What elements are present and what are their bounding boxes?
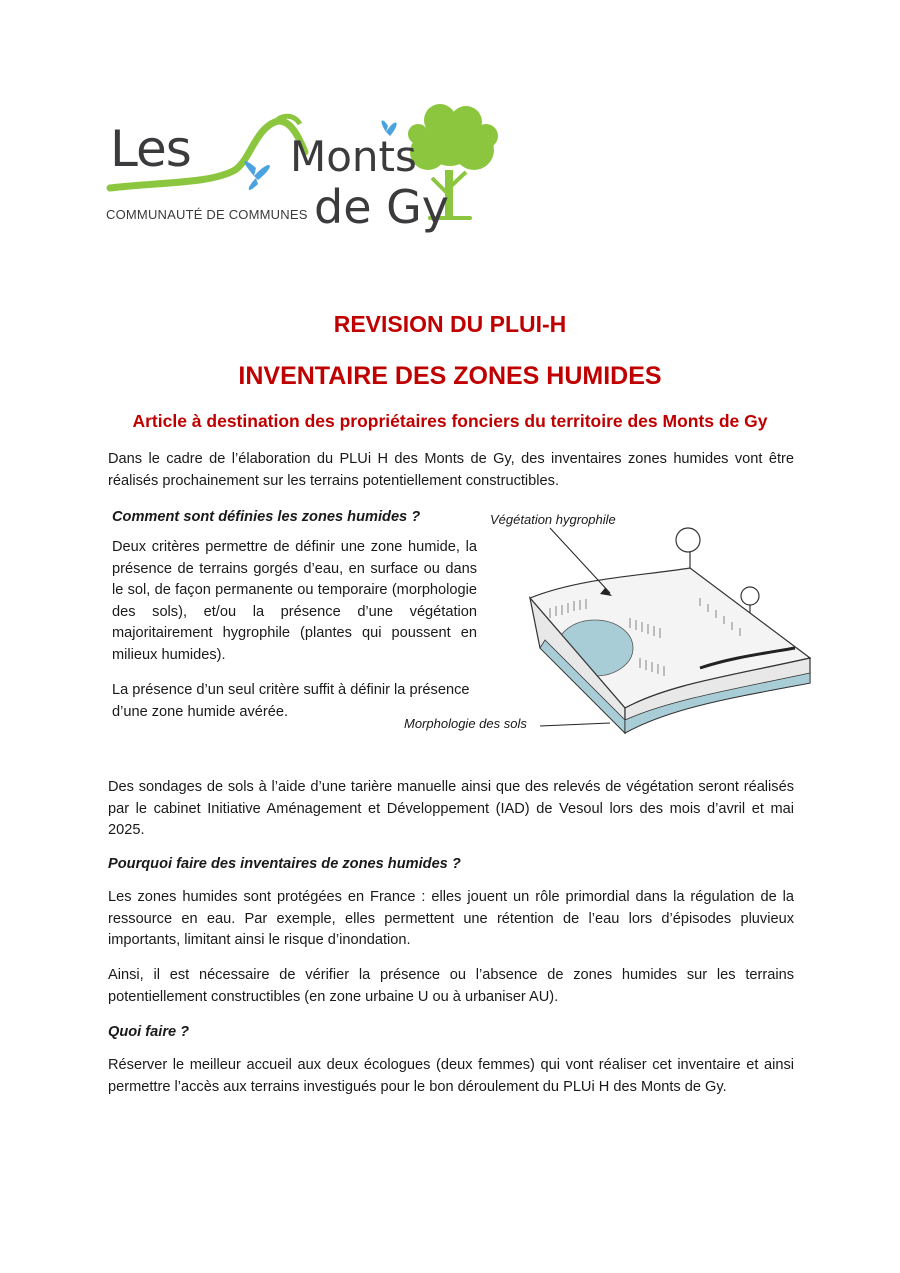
logo <box>100 100 510 240</box>
logo-word-monts: Monts <box>290 132 417 181</box>
logo-subtitle: COMMUNAUTÉ DE COMMUNES <box>106 207 308 222</box>
label-vegetation: Végétation hygrophile <box>490 512 616 527</box>
question-what-to-do: Quoi faire ? <box>108 1024 190 1040</box>
heading-line2: INVENTAIRE DES ZONES HUMIDES <box>238 362 662 390</box>
soil-block-illustration <box>400 508 820 748</box>
label-morphology: Morphologie des sols <box>404 716 527 731</box>
logo-word-les: Les <box>110 120 191 178</box>
verification-paragraph: Ainsi, il est nécessaire de vérifier la présence ou l’absence de zones humides sur les terrains potentiellement constructibles (en zone urbaine U ou à urbaniser AU). <box>108 967 794 1005</box>
question-definition: Comment sont définies les zones humides ? <box>112 509 421 525</box>
leader-line-morphology <box>540 723 610 726</box>
heading-subtitle: Article à destination des propriétaires fonciers du territoire des Monts de Gy <box>132 411 768 431</box>
logo-word-degy: de Gy <box>314 180 449 234</box>
criteria-paragraph: Deux critères permettre de définir une zone humide, la présence de terrains gorgés d’eau, en surface ou dans le sol, de façon permanente ou temporaire (morphologie des sols), et/ou la présence d’une végétation majoritairement hygrophile (plantes qui poussent en milieux humides). <box>112 539 477 663</box>
butterfly-icon <box>244 161 269 190</box>
intro-paragraph: Dans le cadre de l’élaboration du PLUi H des Monts de Gy, des inventaires zones humides vont être réalisés prochainement sur les terrains potentiellement constructibles. <box>108 451 794 489</box>
survey-paragraph: Des sondages de sols à l’aide d’une tarière manuelle ainsi que des relevés de végétation seront réalisés par le cabinet Initiative Aménagement et Développement (IAD) de Vesoul lors des mois d’avril et mai 2025. <box>108 779 794 838</box>
heading-line1: REVISION DU PLUI-H <box>333 311 567 337</box>
question-why: Pourquoi faire des inventaires de zones humides ? <box>108 856 461 872</box>
wetland-block-diagram <box>400 508 820 748</box>
reception-paragraph: Réserver le meilleur accueil aux deux écologues (deux femmes) qui vont réaliser cet inventaire et ainsi permettre l’accès aux terrains investigués pour le bon déroulement du PLUi H des Monts de Gy. <box>108 1057 794 1095</box>
single-criterion-paragraph: La présence d’un seul critère suffit à définir la présence d’une zone humide avérée. <box>112 682 470 720</box>
protection-paragraph: Les zones humides sont protégées en France : elles jouent un rôle primordial dans la régulation de la ressource en eau. Par exemple, elles permettent une rétention de l’eau lors d’épisodes pluvieux importants, limitant ainsi le risque d’inondation. <box>108 889 794 948</box>
